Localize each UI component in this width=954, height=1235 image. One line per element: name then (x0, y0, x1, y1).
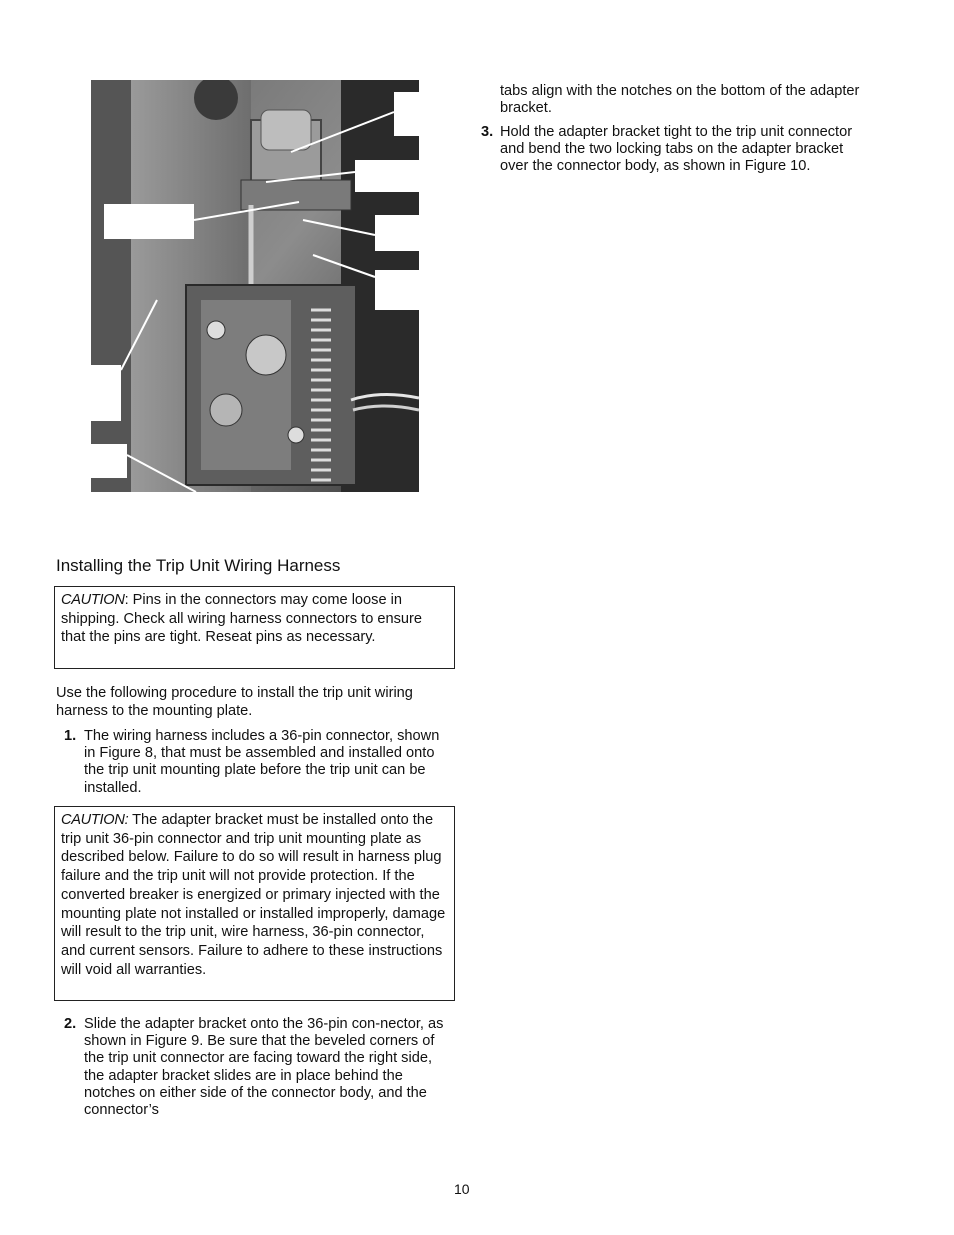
figure-photo (91, 80, 419, 492)
page-number: 10 (454, 1181, 470, 1197)
caution-tag: CAUTION: (61, 812, 129, 828)
caution-box-adapter (54, 806, 455, 1001)
step-2-continued-text: tabs align with the notches on the bottom of the adapter bracket. (500, 83, 860, 117)
step-2-number: 2. (64, 1016, 77, 1032)
intro-paragraph: Use the following procedure to install the trip unit wiring harness to the mounting plate. (56, 685, 413, 719)
step-3-text: Hold the adapter bracket tight to the trip unit connector and bend the two locking tabs on the adapter bracket over the connector body, as shown in Figure 10. (500, 124, 853, 175)
caution-tag: CAUTION (61, 592, 125, 608)
step-3-number: 3. (481, 124, 494, 140)
step-3 (481, 124, 861, 176)
caution-box-pins (54, 586, 455, 669)
step-1-text: The wiring harness includes a 36-pin connector, shown in Figure 8, that must be assembled and installed onto the trip unit mounting plate before the trip unit can be installed. (84, 728, 440, 796)
step-1-number: 1. (64, 728, 77, 744)
step-2-continued (481, 83, 861, 117)
section-heading: Installing the Trip Unit Wiring Harness (56, 556, 341, 575)
step-2 (64, 1016, 448, 1119)
caution-text: The adapter bracket must be installed onto the trip unit 36-pin connector and trip unit mounting plate as described below. Failure to do so will result in harness plug failure and the trip unit will not provide protection. If the converted breaker is energized or primary injected with the mounting plate not installed or installed improperly, damage will result to the trip unit, wire harness, 36-pin connector, and current sensors. Failure to adhere to these instructions will void all warranties. (61, 812, 446, 978)
caution-text: : Pins in the connectors may come loose in shipping. Check all wiring harness connectors to ensure that the pins are tight. Reseat pins as necessary. (61, 592, 422, 646)
step-2-text: Slide the adapter bracket onto the 36-pin con-nector, as shown in Figure 9. Be sure that the beveled corners of the trip unit connector are facing toward the right side, the adapter bracket slides are in place behind the notches on either side of the connector body, and the connector’s (84, 1016, 444, 1119)
step-1 (64, 728, 448, 797)
